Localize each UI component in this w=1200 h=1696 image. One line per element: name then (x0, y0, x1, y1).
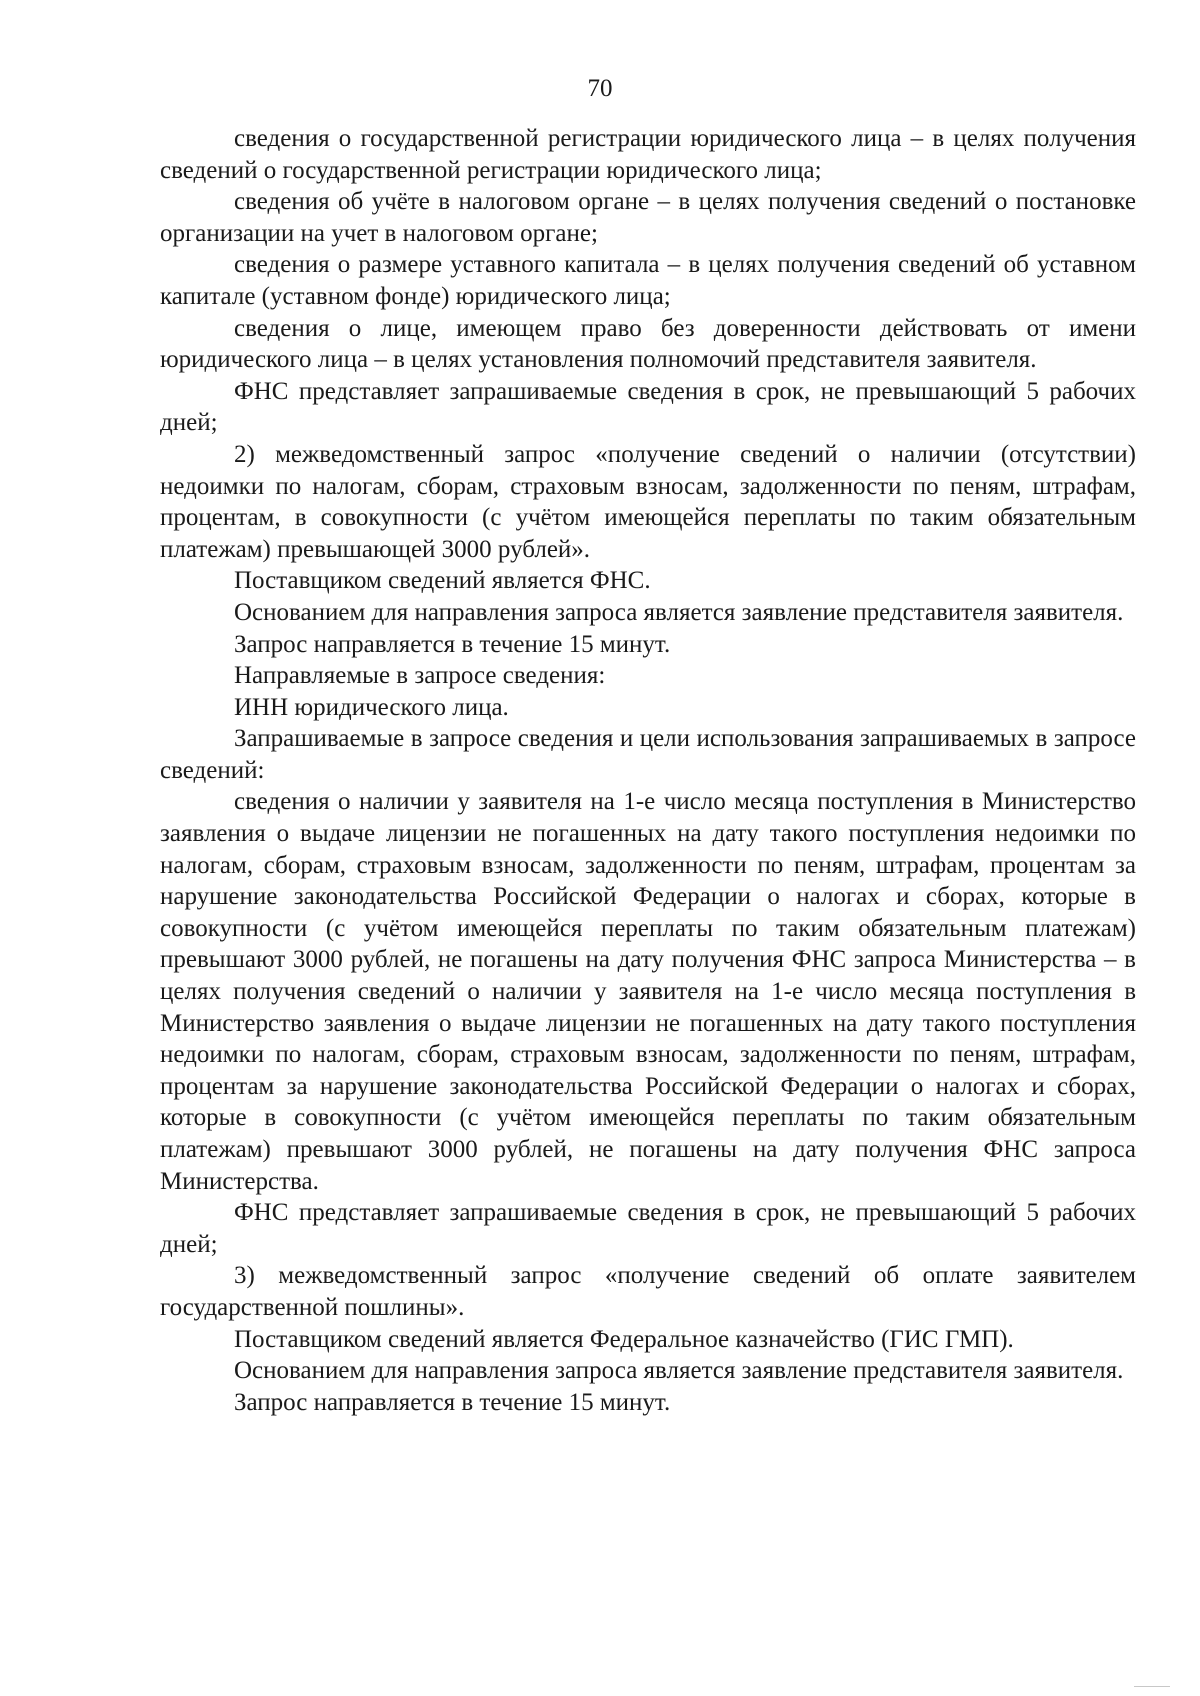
scan-edge-mark (1134, 1686, 1170, 1687)
paragraph-supplier-treasury: Поставщиком сведений является Федеральное казначейство (ГИС ГМП). (234, 1325, 1014, 1353)
paragraph-supplier: Поставщиком сведений является ФНС. (234, 567, 651, 595)
paragraph-fns-deadline: ФНС представляет запрашиваемые сведения в срок, не превышающий 5 рабочих дней; (160, 377, 1136, 437)
paragraph-arrears-details: сведения о наличии у заявителя на 1-е число месяца поступления в Министерство заявления о выдаче лицензии не погашенных на дату такого поступления недоимки по налогам, сборам, страховым взносам, задолженности по пеням, штрафам, процентам за нарушение законодательства Российской Федерации о налогах и сборах, которые в совокупности (с учётом имеющейся переплаты по таким обязательным платежам) превышают 3000 рублей, не погашены на дату получения ФНС запроса Министерства – в целях получения сведений о наличии у заявителя на 1-е число месяца поступления в Министерство заявления о выдаче лицензии не погашенных на дату такого поступления недоимки по налогам, сборам, страховым взносам, задолженности по пеням, штрафам, процентам за нарушение законодательства Российской Федерации о налогах и сборах, которые в совокупности (с учётом имеющейся переплаты по таким обязательным платежам) превышают 3000 рублей, не погашены на дату получения ФНС запроса Министерства. (160, 788, 1136, 1195)
paragraph-inn: ИНН юридического лица. (234, 693, 509, 721)
paragraph-basis: Основанием для направления запроса является заявление представителя заявителя. (234, 598, 1124, 626)
paragraph-state-registration: сведения о государственной регистрации юридического лица – в целях получения сведений о государственной регистрации юридического лица; (160, 125, 1136, 184)
paragraph-request-2: 2) межведомственный запрос «получение сведений о наличии (отсутствии) недоимки по налогам, сборам, страховым взносам, задолженности по пеням, штрафам, процентам, в совокупности (с учётом имеющейся переплаты по таким обязательным платежам) превышающей 3000 рублей». (160, 440, 1136, 563)
page-number: 70 (587, 75, 613, 102)
paragraph-fns-deadline-2: ФНС представляет запрашиваемые сведения в срок, не превышающий 5 рабочих дней; (160, 1199, 1136, 1258)
paragraph-basis-2: Основанием для направления запроса является заявление представителя заявителя. (234, 1357, 1124, 1385)
paragraph-charter-capital: сведения о размере уставного капитала – в целях получения сведений об уставном капитале (уставном фонде) юридического лица; (160, 251, 1136, 310)
paragraph-tax-registration: сведения об учёте в налоговом органе – в целях получения сведений о постановке организации на учет в налоговом органе; (160, 188, 1136, 247)
paragraph-timing: Запрос направляется в течение 15 минут. (234, 630, 671, 658)
paragraph-authorized-person: сведения о лице, имеющем право без доверенности действовать от имени юридического лица – в целях установления полномочий представителя заявителя. (160, 314, 1136, 374)
paragraph-request-3: 3) межведомственный запрос «получение сведений об оплате заявителем государственной пошлины». (160, 1262, 1136, 1321)
paragraph-requested-data: Запрашиваемые в запросе сведения и цели использования запрашиваемых в запросе сведений: (160, 725, 1136, 784)
document-body (160, 123, 1136, 1418)
paragraph-timing-2: Запрос направляется в течение 15 минут. (234, 1388, 671, 1416)
paragraph-sent-data: Направляемые в запросе сведения: (234, 662, 606, 690)
